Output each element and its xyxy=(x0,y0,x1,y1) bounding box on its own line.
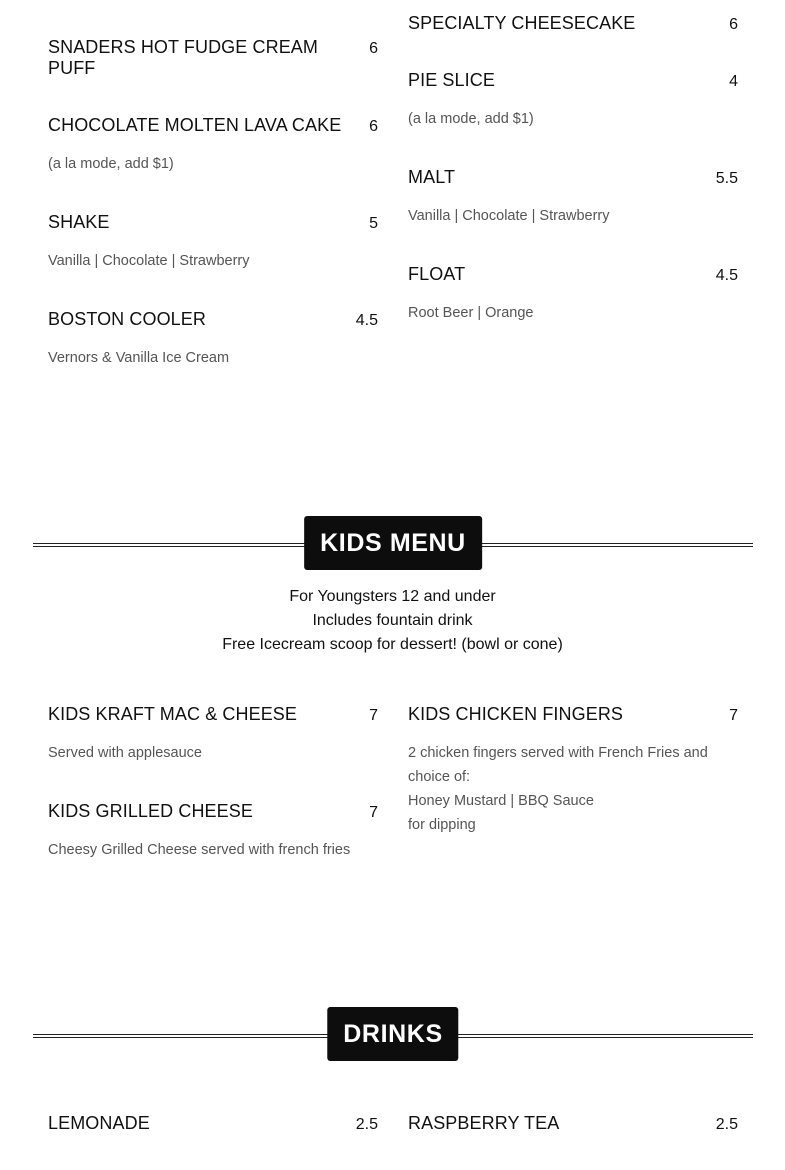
section-title: DRINKS xyxy=(327,1007,458,1061)
kids-menu-intro xyxy=(0,585,785,657)
item-name: KIDS KRAFT MAC & CHEESE xyxy=(48,704,298,724)
drinks-left-column xyxy=(48,1113,378,1170)
item-name: KIDS GRILLED CHEESE xyxy=(48,801,253,821)
item-name: SPECIALTY CHEESECAKE xyxy=(408,13,636,33)
menu-item xyxy=(408,704,738,837)
item-description: Served with applesauce xyxy=(48,745,202,761)
item-name: SHAKE xyxy=(48,212,110,232)
item-description: Vanilla | Chocolate | Strawberry xyxy=(408,208,610,224)
item-price: 7 xyxy=(729,707,738,724)
menu-item xyxy=(408,1113,738,1134)
item-description: Cheesy Grilled Cheese served with french fries xyxy=(48,842,351,858)
item-description: (a la mode, add $1) xyxy=(408,111,534,127)
item-name: MALT xyxy=(408,167,456,187)
item-price: 7 xyxy=(369,707,378,724)
item-name: KIDS CHICKEN FINGERS xyxy=(408,704,624,724)
item-name: SNADERS HOT FUDGE CREAM PUFF xyxy=(48,37,318,78)
item-price: 5.5 xyxy=(715,170,738,187)
menu-item xyxy=(48,309,378,370)
item-description: Vanilla | Chocolate | Strawberry xyxy=(48,253,250,269)
menu-item xyxy=(48,212,378,273)
item-name: LEMONADE xyxy=(48,1113,150,1133)
item-price: 5 xyxy=(369,215,378,232)
menu-item xyxy=(408,167,738,228)
section-title: KIDS MENU xyxy=(304,516,482,570)
intro-line: Includes fountain drink xyxy=(312,612,473,629)
item-name: CHOCOLATE MOLTEN LAVA CAKE xyxy=(48,115,342,135)
desserts-left-column xyxy=(48,37,378,406)
item-price: 6 xyxy=(369,40,378,57)
item-price: 2.5 xyxy=(715,1116,738,1133)
item-price: 4 xyxy=(729,73,738,90)
menu-item xyxy=(48,115,378,176)
drinks-header xyxy=(33,1007,753,1063)
item-description: Vernors & Vanilla Ice Cream xyxy=(48,350,230,366)
desserts-right-column xyxy=(408,13,738,361)
kids-menu-header xyxy=(33,516,753,572)
intro-line: For Youngsters 12 and under xyxy=(289,588,496,605)
item-price: 6 xyxy=(729,16,738,33)
drinks-right-column xyxy=(408,1113,738,1170)
item-price: 4.5 xyxy=(355,312,378,329)
menu-item xyxy=(408,264,738,325)
menu-item xyxy=(48,37,378,79)
item-description: (a la mode, add $1) xyxy=(48,156,174,172)
menu-item xyxy=(48,801,378,862)
item-name: PIE SLICE xyxy=(408,70,495,90)
kids-right-column xyxy=(408,704,738,873)
menu-item xyxy=(408,13,738,34)
item-price: 2.5 xyxy=(355,1116,378,1133)
menu-item xyxy=(48,704,378,765)
item-description: Root Beer | Orange xyxy=(408,305,534,321)
intro-line: Free Icecream scoop for dessert! (bowl or cone) xyxy=(222,636,563,653)
menu-item xyxy=(48,1113,378,1134)
item-price: 6 xyxy=(369,118,378,135)
kids-left-column xyxy=(48,704,378,898)
item-name: BOSTON COOLER xyxy=(48,309,207,329)
item-name: FLOAT xyxy=(408,264,466,284)
menu-item xyxy=(408,70,738,131)
item-price: 4.5 xyxy=(715,267,738,284)
item-price: 7 xyxy=(369,804,378,821)
item-name: RASPBERRY TEA xyxy=(408,1113,560,1133)
item-description: 2 chicken fingers served with French Fries and choice of: Honey Mustard | BBQ Sauce for dipping xyxy=(408,745,708,833)
